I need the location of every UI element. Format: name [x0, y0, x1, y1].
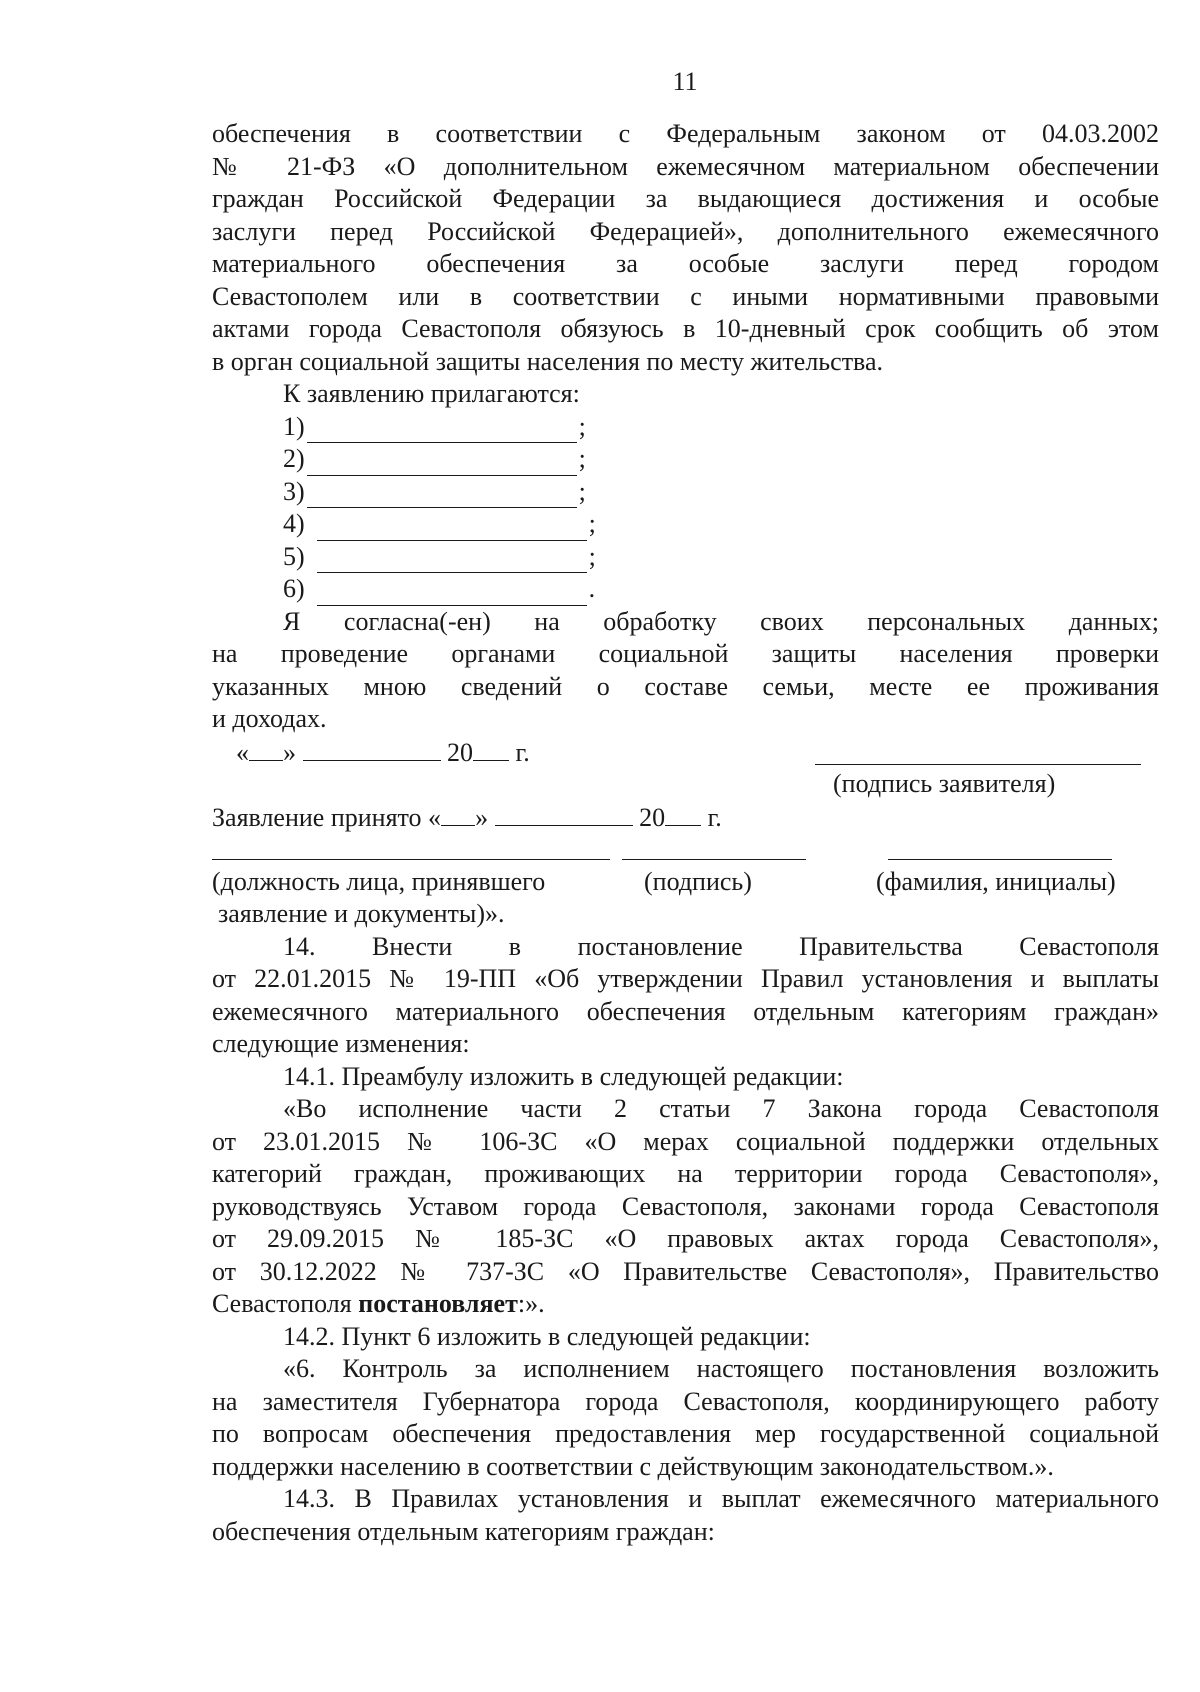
text-line: «Во исполнение части 2 статьи 7 Закона города Севастополя	[283, 1094, 1159, 1123]
text-line: указанных мною сведений о составе семьи, месте ее проживания	[212, 671, 1159, 701]
text-line: следующие изменения:	[212, 1029, 470, 1058]
item-14-1: 14.1. Преамбулу изложить в следующей редакции:	[283, 1061, 844, 1091]
applicant-signature-caption: (подпись заявителя)	[833, 769, 1056, 798]
attachment-blank[interactable]	[317, 546, 587, 573]
attachment-item	[212, 443, 1159, 476]
attachment-item	[212, 411, 1159, 444]
accepted-fields: Заявление принято « » 20 г.	[212, 802, 722, 832]
text-line: Я согласна(-ен) на обработку своих персональных данных;	[283, 606, 1159, 636]
official-name-line[interactable]	[888, 859, 1112, 860]
accepted-line	[212, 801, 1159, 834]
attachment-number: 6)	[283, 574, 305, 603]
attachment-blank[interactable]	[317, 514, 587, 541]
text-line: обеспечения в соответствии с Федеральным законом от 04.03.2002	[212, 119, 1159, 148]
applicant-signature-line[interactable]	[815, 764, 1141, 765]
attachment-blank[interactable]	[307, 416, 577, 443]
attachment-number: 1)	[283, 411, 305, 441]
name-caption: (фамилия, инициалы)	[876, 866, 1116, 896]
position-caption-cont-row	[212, 898, 1159, 931]
obligation-paragraph	[212, 118, 1159, 378]
text-line: от 29.09.2015 № 185-ЗС «О правовых актах города Севастополя»,	[212, 1224, 1159, 1253]
month-blank[interactable]	[303, 736, 441, 761]
attachment-end: .	[588, 574, 596, 603]
text-line: 14. Внести в постановление Правительства Севастополя	[283, 931, 1159, 961]
attachments-header: К заявлению прилагаются:	[283, 379, 580, 408]
document-body	[212, 118, 1159, 1548]
preamble-text	[212, 1093, 1159, 1321]
year-blank[interactable]	[473, 736, 509, 761]
date-fields: « » 20 г.	[236, 737, 530, 767]
text-line: Севастополем или в соответствии с иными нормативными правовыми	[212, 281, 1159, 311]
attachment-item	[212, 573, 1159, 606]
text-line: руководствуясь Уставом города Севастополя, законами города Севастополя	[212, 1191, 1159, 1221]
text-line: актами города Севастополя обязуюсь в 10-дневный срок сообщить об этом	[212, 314, 1159, 343]
attachment-item	[212, 476, 1159, 509]
day-blank[interactable]	[249, 736, 283, 761]
text-line: и доходах.	[212, 704, 327, 733]
date-line	[212, 736, 1159, 769]
attachment-blank[interactable]	[307, 449, 577, 476]
attachment-blank[interactable]	[307, 481, 577, 508]
text-line: категорий граждан, проживающих на территории города Севастополя»,	[212, 1159, 1159, 1188]
text-line: от 22.01.2015 № 19-ПП «Об утверждении Правил установления и выплаты	[212, 964, 1159, 993]
text-line: Севастополя постановляет:».	[212, 1289, 545, 1318]
text-line: материального обеспечения за особые заслуги перед городом	[212, 249, 1159, 278]
text-line: обеспечения отдельным категориям граждан:	[212, 1516, 715, 1546]
official-position-line[interactable]	[212, 859, 610, 860]
text-line: заслуги перед Российской Федерацией», дополнительного ежемесячного	[212, 216, 1159, 246]
item-14-2: 14.2. Пункт 6 изложить в следующей редакции:	[283, 1321, 811, 1351]
text-line: ежемесячного материального обеспечения отдельным категориям граждан»	[212, 996, 1159, 1026]
attachment-item	[212, 508, 1159, 541]
position-caption: (должность лица, принявшего	[212, 866, 546, 896]
attachment-number: 2)	[283, 444, 305, 473]
attachment-number: 4)	[283, 509, 305, 538]
attachment-item	[212, 541, 1159, 574]
text-line: «6. Контроль за исполнением настоящего постановления возложить	[283, 1354, 1159, 1383]
text-line: граждан Российской Федерации за выдающиеся достижения и особые	[212, 184, 1159, 213]
official-lines-row	[212, 833, 1159, 866]
text-line: от 30.12.2022 № 737-ЗС «О Правительстве Севастополя», Правительство	[212, 1256, 1159, 1286]
accepted-year-blank[interactable]	[665, 801, 701, 826]
item-14-3	[212, 1483, 1159, 1548]
accepted-day-blank[interactable]	[441, 801, 475, 826]
text-line: поддержки населению в соответствии с действующим законодательством.».	[212, 1451, 1054, 1481]
official-signature-line[interactable]	[622, 859, 806, 860]
text-line: в орган социальной защиты населения по месту жительства.	[212, 346, 884, 376]
bold-decree-word: постановляет	[358, 1289, 518, 1318]
text-line: по вопросам обеспечения предоставления мер государственной социальной	[212, 1419, 1159, 1448]
attachment-end: ;	[578, 411, 586, 441]
official-captions-row	[212, 866, 1159, 899]
text-line: № 21-ФЗ «О дополнительном ежемесячном материальном обеспечении	[212, 151, 1159, 181]
consent-paragraph	[212, 606, 1159, 736]
text-line: 14.3. В Правилах установления и выплат ежемесячного материального	[283, 1484, 1159, 1513]
page-number: 11	[672, 67, 698, 96]
attachments-list	[212, 411, 1159, 606]
attachment-blank[interactable]	[317, 579, 587, 606]
text-line: от 23.01.2015 № 106-ЗС «О мерах социальной поддержки отдельных	[212, 1126, 1159, 1156]
accepted-month-blank[interactable]	[495, 801, 633, 826]
attachment-number: 3)	[283, 476, 305, 506]
attachment-number: 5)	[283, 541, 305, 571]
point-6-text	[212, 1353, 1159, 1483]
item-14	[212, 931, 1159, 1061]
signature-caption: (подпись)	[644, 866, 752, 896]
text-line: на проведение органами социальной защиты населения проверки	[212, 639, 1159, 668]
attachment-end: ;	[578, 444, 586, 473]
position-caption-cont: заявление и документы)».	[218, 899, 505, 928]
attachment-end: ;	[588, 541, 596, 571]
signature-caption-row	[212, 768, 1159, 801]
attachment-end: ;	[578, 476, 586, 506]
text-line: на заместителя Губернатора города Севастополя, координирующего работу	[212, 1386, 1159, 1416]
attachment-end: ;	[588, 509, 596, 538]
